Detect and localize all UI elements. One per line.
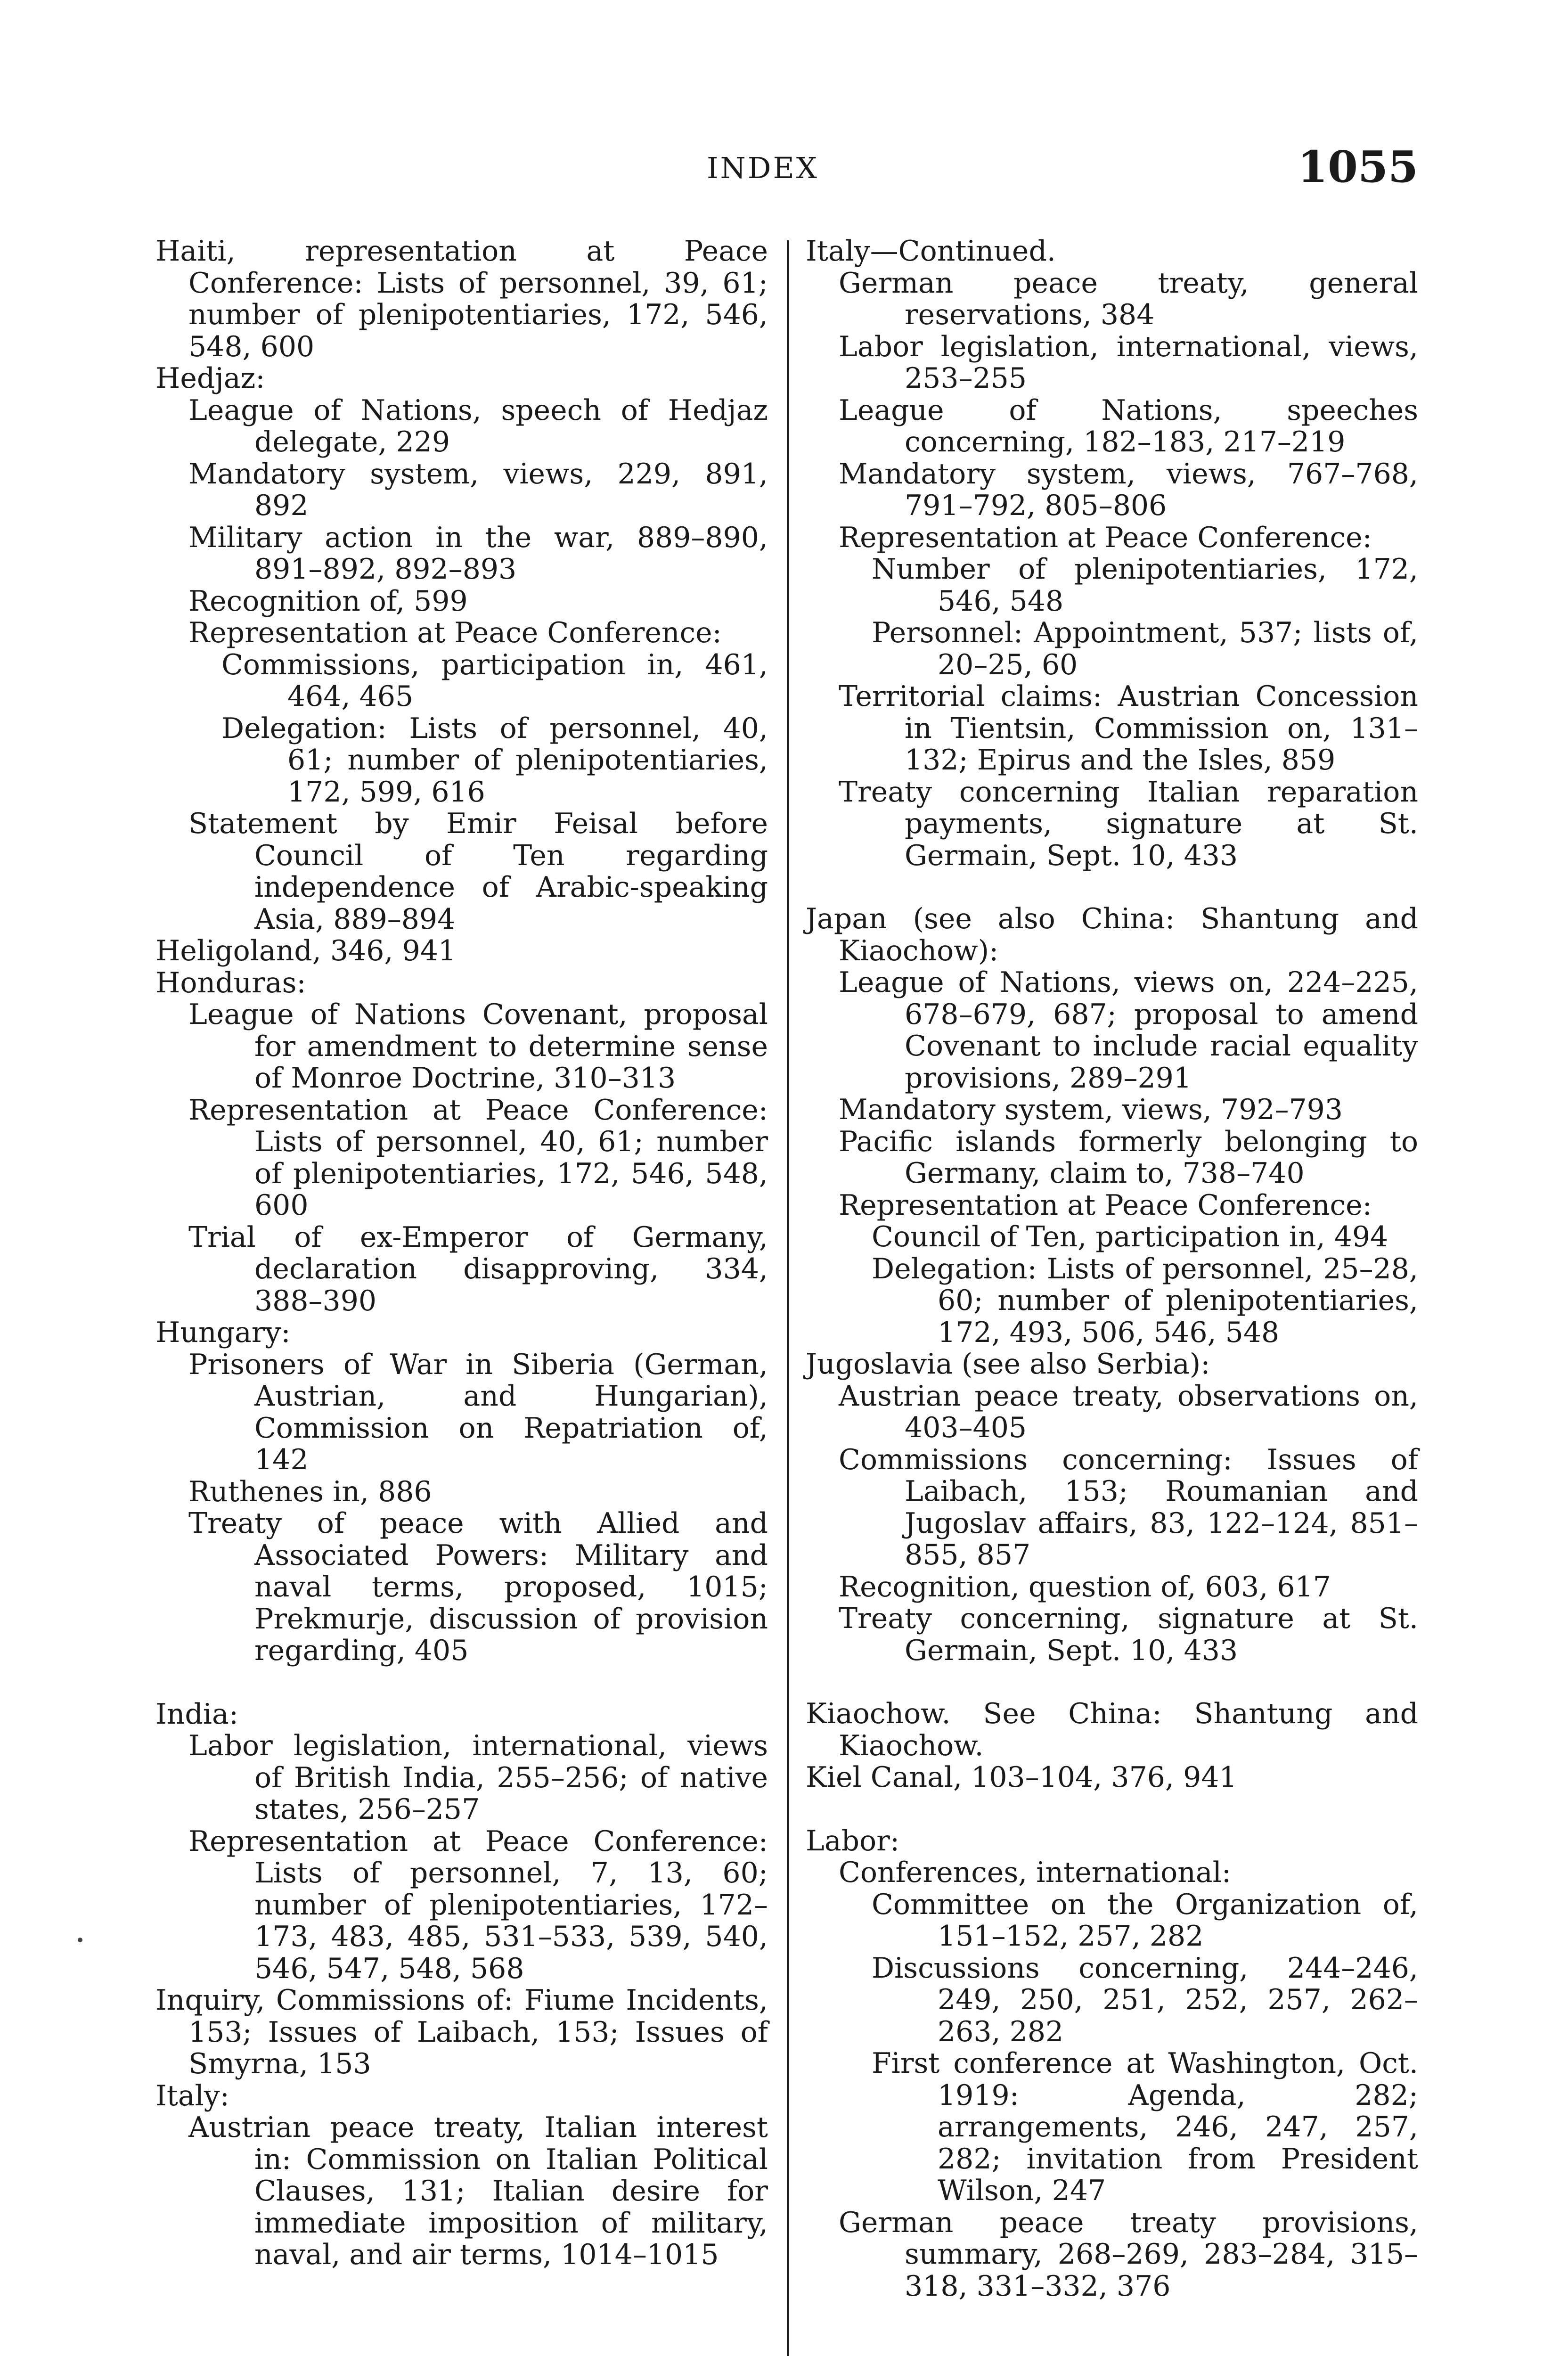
index-entry: Trial of ex-Emperor of Germany, declaration disapproving, 334, 388–390 <box>188 1220 768 1317</box>
margin-speck <box>78 1938 82 1942</box>
index-entry: Austrian peace treaty, Italian interest in: Commission on Italian Political Clauses, 131; Italian desire for immediate imposition of military, naval, and air terms, 1014–1015 <box>188 2111 768 2271</box>
page-number: 1055 <box>1297 141 1418 192</box>
index-entry: Personnel: Appointment, 537; lists of, 20–25, 60 <box>872 616 1418 681</box>
index-entry: Recognition of, 599 <box>188 584 468 618</box>
index-entry: Committee on the Organization of, 151–152, 257, 282 <box>872 1888 1418 1953</box>
index-entry: Military action in the war, 889–890, 891–892, 892–893 <box>188 521 768 586</box>
index-entry: Delegation: Lists of personnel, 25–28, 60; number of plenipotentiaries, 172, 493, 506, 546, 548 <box>872 1252 1418 1349</box>
index-entry: German peace treaty, general reservations, 384 <box>839 266 1418 331</box>
index-entry: Representation at Peace Conference: Lists of personnel, 40, 61; number of plenipotentiaries, 172, 546, 548, 600 <box>188 1093 768 1222</box>
index-entry: Pacific islands formerly belonging to Germany, claim to, 738–740 <box>839 1125 1418 1190</box>
index-entry: Japan (see also China: Shantung and Kiaochow): <box>806 902 1418 967</box>
index-entry: Heligoland, 346, 941 <box>155 934 457 967</box>
index-entry: League of Nations, speeches concerning, 182–183, 217–219 <box>839 393 1418 458</box>
index-entry: Council of Ten, participation in, 494 <box>872 1220 1388 1253</box>
right-column <box>806 236 1418 2302</box>
index-entry: Discussions concerning, 244–246, 249, 250, 251, 252, 257, 262–263, 282 <box>872 1951 1418 2048</box>
index-entry: League of Nations Covenant, proposal for amendment to determine sense of Monroe Doctrine, 310–313 <box>188 998 768 1095</box>
index-entry: Commissions, participation in, 461, 464, 465 <box>221 648 768 713</box>
index-entry: Labor legislation, international, views of British India, 255–256; of native states, 256–257 <box>188 1729 768 1826</box>
index-entry: Statement by Emir Feisal before Council of Ten regarding independence of Arabic-speaking Asia, 889–894 <box>188 807 768 936</box>
index-entry: First conference at Washington, Oct. 1919: Agenda, 282; arrangements, 246, 247, 257, 282; invitation from President Wilson, 247 <box>872 2047 1418 2207</box>
page-header <box>155 141 1418 207</box>
index-entry: Mandatory system, views, 229, 891, 892 <box>188 457 768 522</box>
index-entry: Hedjaz: <box>155 362 265 395</box>
index-entry: League of Nations, speech of Hedjaz delegate, 229 <box>188 393 768 458</box>
left-column <box>155 236 768 2271</box>
index-entry: Hungary: <box>155 1316 291 1349</box>
index-entry: Number of plenipotentiaries, 172, 546, 548 <box>872 553 1418 618</box>
index-entry: Representation at Peace Conference: <box>188 616 722 649</box>
index-entry: Treaty concerning, signature at St. Germain, Sept. 10, 433 <box>839 1602 1418 1667</box>
index-entry: Jugoslavia (see also Serbia): <box>806 1348 1210 1381</box>
index-entry: League of Nations, views on, 224–225, 678–679, 687; proposal to amend Covenant to include racial equality provisions, 289–291 <box>839 966 1418 1095</box>
index-entry: Conferences, international: <box>839 1856 1232 1889</box>
index-entry: Treaty of peace with Allied and Associated Powers: Military and naval terms, proposed, 1015; Prekmurje, discussion of provision regarding, 405 <box>188 1507 768 1667</box>
index-entry: Representation at Peace Conference: <box>839 521 1372 554</box>
index-entry: Honduras: <box>155 966 306 999</box>
index-entry: Mandatory system, views, 792–793 <box>839 1093 1343 1126</box>
index-entry: Austrian peace treaty, observations on, 403–405 <box>839 1379 1418 1444</box>
index-entry: Delegation: Lists of personnel, 40, 61; number of plenipotentiaries, 172, 599, 616 <box>221 712 768 809</box>
index-entry: Labor legislation, international, views, 253–255 <box>839 330 1418 395</box>
index-entry: Representation at Peace Conference: <box>839 1188 1372 1222</box>
index-entry: Italy—Continued. <box>806 235 1056 268</box>
index-entry: German peace treaty provisions, summary, 268–269, 283–284, 315–318, 331–332, 376 <box>839 2206 1418 2303</box>
index-entry: Territorial claims: Austrian Concession in Tientsin, Commission on, 131–132; Epirus and the Isles, 859 <box>839 680 1418 777</box>
index-entry: Italy: <box>155 2079 229 2112</box>
running-head: INDEX <box>707 151 819 185</box>
index-entry: Kiel Canal, 103–104, 376, 941 <box>806 1761 1237 1794</box>
index-entry: Prisoners of War in Siberia (German, Austrian, and Hungarian), Commission on Repatriation of, 142 <box>188 1348 768 1476</box>
index-entry: Inquiry, Commissions of: Fiume Incidents, 153; Issues of Laibach, 153; Issues of Smyrna, 153 <box>155 1984 768 2080</box>
index-entry: Representation at Peace Conference: Lists of personnel, 7, 13, 60; number of plenipotentiaries, 172–173, 483, 485, 531–533, 539, 540, 546, 547, 548, 568 <box>188 1824 768 1985</box>
index-entry: Recognition, question of, 603, 617 <box>839 1570 1331 1603</box>
index-entry: Commissions concerning: Issues of Laibach, 153; Roumanian and Jugoslav affairs, 83, 122–124, 851–855, 857 <box>839 1443 1418 1571</box>
index-entry: Ruthenes in, 886 <box>188 1475 432 1508</box>
index-entry: Kiaochow. See China: Shantung and Kiaochow. <box>806 1697 1418 1762</box>
index-entry: Haiti, representation at Peace Conference: Lists of personnel, 39, 61; number of plenipotentiaries, 172, 546, 548, 600 <box>155 235 768 363</box>
column-divider <box>787 240 789 2356</box>
index-entry: Mandatory system, views, 767–768, 791–792, 805–806 <box>839 457 1418 522</box>
index-entry: India: <box>155 1697 238 1731</box>
index-entry: Treaty concerning Italian reparation payments, signature at St. Germain, Sept. 10, 433 <box>839 775 1418 872</box>
index-entry: Labor: <box>806 1824 900 1857</box>
